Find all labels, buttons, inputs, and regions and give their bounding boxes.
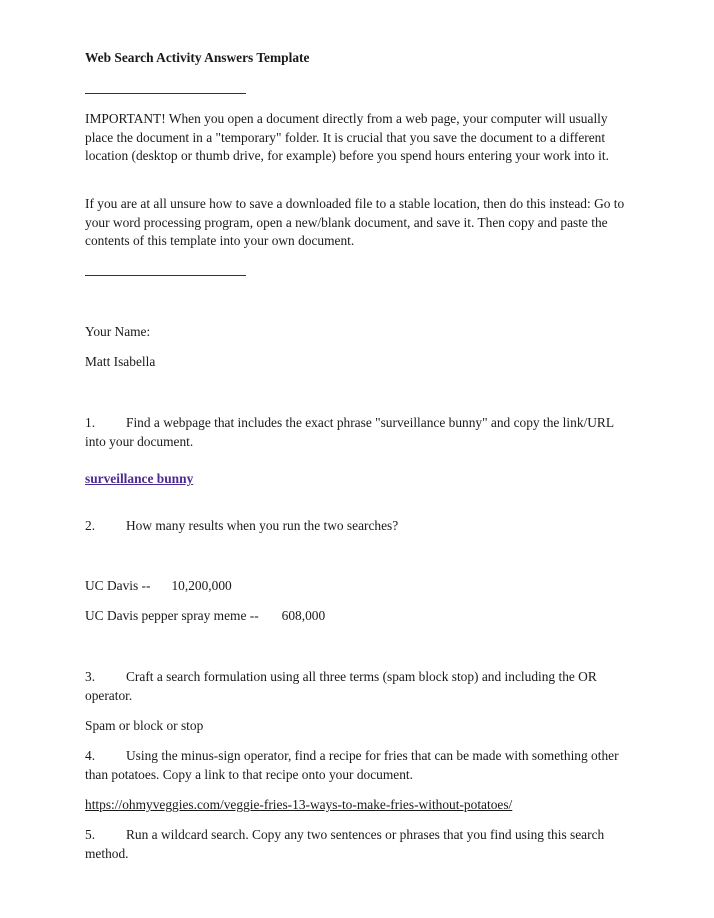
unsure-paragraph: If you are at all unsure how to save a downloaded file to a stable location, then do this instead: Go to your word processing program, open a new/blank document, and save it. Then copy and paste the contents of this template into your own document.	[85, 196, 625, 248]
question-3-answer: Spam or block or stop	[85, 718, 204, 733]
question-1-answer	[85, 470, 193, 489]
question-2-answer-2	[85, 607, 325, 626]
question-3-text: Craft a search formulation using all three terms (spam block stop) and including the OR operator.	[85, 669, 597, 703]
question-3	[85, 668, 633, 705]
question-4-answer	[85, 796, 512, 815]
question-2-answer-1	[85, 577, 232, 596]
divider-top	[85, 93, 246, 94]
fries-recipe-link[interactable]: https://ohmyveggies.com/veggie-fries-13-ways-to-make-fries-without-potatoes/	[85, 797, 513, 812]
answer-2-label: UC Davis pepper spray meme --	[85, 608, 259, 623]
question-1-text: Find a webpage that includes the exact phrase "surveillance bunny" and copy the link/URL into your document.	[85, 415, 614, 449]
name-value: Matt Isabella	[85, 354, 156, 369]
question-1	[85, 414, 633, 451]
question-1-number: 1.	[85, 415, 96, 430]
question-5	[85, 826, 633, 863]
question-2-text: How many results when you run the two searches?	[126, 518, 399, 533]
question-5-number: 5.	[85, 827, 96, 842]
question-4-number: 4.	[85, 748, 96, 763]
surveillance-bunny-link[interactable]: surveillance bunny	[85, 471, 194, 486]
question-3-number: 3.	[85, 669, 96, 684]
question-2	[85, 517, 398, 536]
answer-1-label: UC Davis --	[85, 578, 151, 593]
answer-2-value: 608,000	[281, 608, 326, 623]
important-paragraph: IMPORTANT! When you open a document directly from a web page, your computer will usually place the document in a "temporary" folder. It is crucial that you save the document to a different location (desktop or thumb drive, for example) before you spend hours entering your work into it.	[85, 111, 609, 163]
name-label: Your Name:	[85, 324, 151, 339]
question-4-text: Using the minus-sign operator, find a recipe for fries that can be made with something other than potatoes. Copy a link to that recipe onto your document.	[85, 748, 619, 782]
question-5-text: Run a wildcard search. Copy any two sentences or phrases that you find using this search method.	[85, 827, 605, 861]
answer-1-value: 10,200,000	[171, 578, 232, 593]
document-title: Web Search Activity Answers Template	[85, 50, 310, 65]
question-4	[85, 747, 633, 784]
question-2-number: 2.	[85, 518, 96, 533]
divider-bottom	[85, 275, 246, 276]
